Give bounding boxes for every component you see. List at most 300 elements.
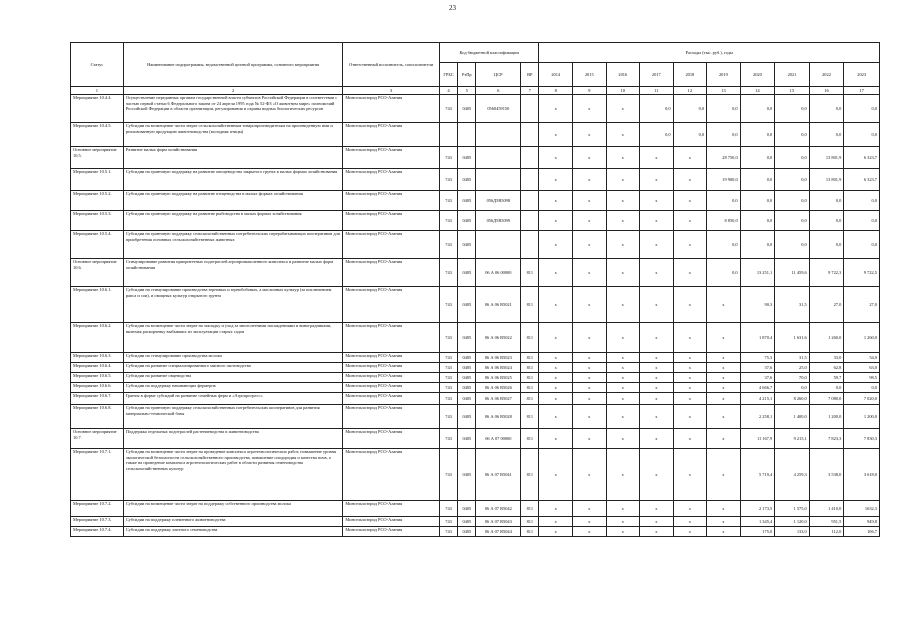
row-expense-value: 133,0 (775, 527, 810, 537)
row-rzpr: 0405 (458, 147, 476, 169)
row-expense-value: х (572, 449, 606, 501)
row-name: Субсидии на возмещение части затрат на поддержку собственного производства молока (123, 501, 343, 517)
row-expense-value: 0,0 (640, 123, 674, 147)
column-number: 1 (71, 87, 124, 95)
row-expense-value: х (572, 517, 606, 527)
row-vr: 811 (521, 429, 539, 449)
row-expense-value: х (539, 353, 573, 363)
row-expense-value: 0,0 (809, 383, 844, 393)
row-csr (476, 147, 521, 169)
row-csr: 06 А 07 R5044 (476, 527, 521, 537)
row-expense-value: 9 215,1 (775, 429, 810, 449)
row-executor: Минсельхозпрод РСО-Алания (343, 191, 440, 211)
row-executor: Минсельхозпрод РСО-Алания (343, 95, 440, 123)
row-grbs: 743 (439, 147, 457, 169)
row-grbs: 743 (439, 383, 457, 393)
row-expense-value: х (606, 211, 640, 231)
row-expense-value: х (539, 287, 573, 323)
row-expense-value: 0,0 (707, 123, 741, 147)
row-expense-value: 4 215,1 (740, 393, 775, 405)
row-expense-value: 7 830,3 (844, 429, 880, 449)
row-expense-value: 54,0 (844, 353, 880, 363)
row-rzpr: 0405 (458, 405, 476, 429)
row-expense-value: 0,0 (844, 231, 880, 259)
row-expense-value: 1632,3 (844, 501, 880, 517)
table-row (71, 373, 880, 383)
row-expense-value: х (539, 517, 573, 527)
row-status: Мероприятие 10.6.8. (71, 405, 124, 429)
row-rzpr (458, 123, 476, 147)
row-expense-value: х (640, 259, 674, 287)
row-csr: 06 А 06 R5021 (476, 287, 521, 323)
row-grbs: 743 (439, 323, 457, 353)
row-expense-value: 25,0 (775, 363, 810, 373)
row-expense-value: х (572, 123, 606, 147)
row-rzpr: 0405 (458, 363, 476, 373)
row-csr: 06 А 06 R5023 (476, 353, 521, 363)
row-expense-value: х (673, 191, 707, 211)
row-expense-value: 31,5 (775, 287, 810, 323)
row-expense-value: 112,0 (809, 527, 844, 537)
row-grbs: 743 (439, 169, 457, 191)
row-executor: Минсельхозпрод РСО-Алания (343, 169, 440, 191)
row-grbs: 743 (439, 517, 457, 527)
row-expense-value: х (572, 147, 606, 169)
row-grbs: 743 (439, 373, 457, 383)
row-status: Мероприятие 10.6.5. (71, 373, 124, 383)
row-expense-value: х (640, 363, 674, 373)
header-executor: Ответственный исполнитель, соисполнители (343, 43, 440, 87)
row-executor: Минсельхозпрод РСО-Алания (343, 393, 440, 405)
row-executor: Минсельхозпрод РСО-Алания (343, 353, 440, 363)
row-expense-value: х (673, 231, 707, 259)
row-executor: Минсельхозпрод РСО-Алания (343, 123, 440, 147)
row-expense-value: х (640, 527, 674, 537)
row-rzpr: 0405 (458, 383, 476, 393)
row-expense-value: х (640, 501, 674, 517)
row-expense-value: х (539, 393, 573, 405)
row-expense-value: х (539, 373, 573, 383)
row-rzpr: 0405 (458, 517, 476, 527)
row-expense-value: х (640, 211, 674, 231)
row-expense-value: 13 251,1 (740, 259, 775, 287)
row-rzpr: 0405 (458, 287, 476, 323)
row-expense-value: 0,0 (775, 231, 810, 259)
row-grbs: 743 (439, 259, 457, 287)
row-expense-value: 0,0 (707, 95, 741, 123)
row-expense-value: 1 200,0 (844, 405, 880, 429)
row-expense-value: х (572, 363, 606, 373)
row-csr: 06 А 07 R5041 (476, 449, 521, 501)
row-expense-value: х (640, 169, 674, 191)
row-expense-value: х (606, 323, 640, 353)
row-name: Стимулирование развития приоритетных подотраслей агропромышленного комплекса и развитие малых форм хозяйствования (123, 259, 343, 287)
row-expense-value: 7 080,0 (809, 393, 844, 405)
row-expense-value: х (606, 383, 640, 393)
row-expense-value: х (673, 405, 707, 429)
column-number: 3 (343, 87, 440, 95)
expenses-table (70, 42, 880, 537)
row-expense-value: 19 900,0 (707, 169, 741, 191)
row-expense-value: х (539, 191, 573, 211)
row-csr: 06 А 06 R5028 (476, 405, 521, 429)
row-expense-value: 7 823,3 (809, 429, 844, 449)
row-status: Мероприятие 10.5.2. (71, 191, 124, 211)
row-expense-value: х (606, 363, 640, 373)
row-name: Субсидии на развитие овцеводства (123, 373, 343, 383)
row-rzpr: 0405 (458, 449, 476, 501)
row-expense-value: х (606, 449, 640, 501)
header-year: 2019 (707, 63, 741, 87)
column-number: 14 (740, 87, 775, 95)
row-csr: 06 А 06 R5025 (476, 373, 521, 383)
row-name: Осуществление переданных органам государственной власти субъектов Российской Федерации в соответствии с частью первой статьи 6 Федерального закона от 24 апреля 1995 года № 52-ФЗ «О животном мире» полномочий Российской Федерации в области организации, регулирования и охраны водных биологических ресурсов (123, 95, 343, 123)
row-vr (521, 169, 539, 191)
row-expense-value: х (640, 429, 674, 449)
row-rzpr: 0405 (458, 429, 476, 449)
column-number: 17 (844, 87, 880, 95)
row-expense-value: 0,0 (844, 191, 880, 211)
row-executor: Минсельхозпрод РСО-Алания (343, 429, 440, 449)
row-expense-value: х (539, 231, 573, 259)
row-expense-value: х (673, 429, 707, 449)
row-expense-value: 0,0 (809, 123, 844, 147)
row-vr: 811 (521, 527, 539, 537)
row-expense-value: х (640, 373, 674, 383)
row-expense-value: х (640, 449, 674, 501)
row-expense-value: х (572, 323, 606, 353)
row-expense-value: 13 801,9 (809, 147, 844, 169)
column-number: 9 (572, 87, 606, 95)
row-vr (521, 95, 539, 123)
row-name: Субсидии на грантовую поддержку сельскохозяйственных потребительских кооперативов для развития материально-технической базы (123, 405, 343, 429)
row-status: Основное мероприятие 10.6. (71, 259, 124, 287)
row-name: Субсидии на возмещение части затрат сельскохозяйственным товаропроизводителям на произведенную ими и реализованную продукцию животноводства (молодняк птицы) (123, 123, 343, 147)
row-expense-value: х (606, 405, 640, 429)
row-expense-value: х (606, 353, 640, 363)
row-expense-value: х (640, 287, 674, 323)
table-row (71, 517, 880, 527)
row-csr: 056Д5R5099 (476, 211, 521, 231)
header-code: ГРБС (439, 63, 457, 87)
row-expense-value: х (673, 353, 707, 363)
row-expense-value: х (572, 259, 606, 287)
row-expense-value: 0,0 (809, 231, 844, 259)
row-expense-value: х (606, 95, 640, 123)
header-budget-code: Код бюджетной классификации (439, 43, 539, 63)
row-expense-value: х (707, 501, 741, 517)
row-expense-value: х (673, 383, 707, 393)
table-row (71, 353, 880, 363)
row-expense-value: 4 666,7 (740, 383, 775, 393)
row-expense-value: х (606, 527, 640, 537)
row-name: Субсидии на поддержку элитного семеноводства (123, 527, 343, 537)
row-expense-value: 2 173,5 (740, 501, 775, 517)
row-expense-value: х (606, 123, 640, 147)
row-status: Мероприятие 10.7.1. (71, 449, 124, 501)
row-expense-value: х (673, 449, 707, 501)
row-grbs: 743 (439, 405, 457, 429)
row-expense-value: 62,8 (809, 363, 844, 373)
row-status: Мероприятие 10.7.4. (71, 527, 124, 537)
row-expense-value: 0,0 (775, 147, 810, 169)
page-number: 23 (449, 4, 456, 12)
row-expense-value: 1 120,0 (775, 517, 810, 527)
row-expense-value: 0,0 (809, 95, 844, 123)
row-expense-value: 9 722,5 (844, 259, 880, 287)
row-expense-value: х (606, 429, 640, 449)
row-status: Мероприятие 10.6.1. (71, 287, 124, 323)
row-expense-value: х (572, 231, 606, 259)
row-expense-value: х (707, 363, 741, 373)
row-expense-value: х (707, 353, 741, 363)
column-number: 12 (673, 87, 707, 95)
row-expense-value: 33,0 (809, 353, 844, 363)
row-expense-value: х (640, 405, 674, 429)
row-expense-value: х (673, 501, 707, 517)
row-expense-value: 75,3 (740, 353, 775, 363)
table-row (71, 259, 880, 287)
row-expense-value: х (606, 517, 640, 527)
row-name: Субсидии на развитие специализированного мясного скотоводства (123, 363, 343, 373)
row-expense-value: х (539, 147, 573, 169)
row-expense-value: 3 618,0 (844, 449, 880, 501)
row-name: Субсидии на грантовую поддержку сельскохозяйственных потребительских перерабатывающих кооперативов для приобретения основных сельскохозяйственных животных (123, 231, 343, 259)
row-expense-value: х (640, 517, 674, 527)
table-row (71, 323, 880, 353)
column-number: 8 (539, 87, 573, 95)
header-year: 2016 (606, 63, 640, 87)
row-expense-value: х (640, 353, 674, 363)
table-row (71, 393, 880, 405)
row-expense-value: 951,5 (809, 517, 844, 527)
row-expense-value: 0,0 (673, 95, 707, 123)
row-expense-value: 1 260,0 (809, 323, 844, 353)
row-name: Субсидии на грантовую поддержку на развитие овощеводства закрытого грунта в малых формах хозяйствования (123, 169, 343, 191)
row-expense-value: х (673, 517, 707, 527)
row-csr (476, 231, 521, 259)
row-name: Поддержка отдельных подотраслей растениеводства и животноводства (123, 429, 343, 449)
row-expense-value: х (539, 211, 573, 231)
row-expense-value: х (572, 405, 606, 429)
table-row (71, 147, 880, 169)
row-status: Мероприятие 10.5.3. (71, 211, 124, 231)
row-expense-value: 9 722,3 (809, 259, 844, 287)
column-number: 16 (809, 87, 844, 95)
row-expense-value: 37,6 (740, 373, 775, 383)
row-expense-value: х (640, 147, 674, 169)
row-expense-value: х (539, 363, 573, 373)
row-expense-value: х (572, 353, 606, 363)
row-vr (521, 147, 539, 169)
row-expense-value: х (707, 527, 741, 537)
row-expense-value: х (539, 323, 573, 353)
row-name: Гранты в форме субсидий на развитие семейных ферм и «Агропрогресс» (123, 393, 343, 405)
row-expense-value: 0,0 (775, 95, 810, 123)
row-expense-value: 63,0 (844, 363, 880, 373)
row-rzpr: 0405 (458, 169, 476, 191)
row-expense-value: 0,0 (740, 123, 775, 147)
row-rzpr: 0405 (458, 95, 476, 123)
row-vr: 811 (521, 287, 539, 323)
row-status: Основное мероприятие 10.5. (71, 147, 124, 169)
row-rzpr: 0405 (458, 527, 476, 537)
row-expense-value: 1 575,0 (775, 501, 810, 517)
row-executor: Минсельхозпрод РСО-Алания (343, 287, 440, 323)
row-expense-value: 0,0 (707, 231, 741, 259)
row-grbs: 743 (439, 353, 457, 363)
header-year: 2014 (539, 63, 573, 87)
header-code: РзПр (458, 63, 476, 87)
row-expense-value: 27,0 (844, 287, 880, 323)
table-row (71, 405, 880, 429)
row-executor: Минсельхозпрод РСО-Алания (343, 501, 440, 517)
row-expense-value: х (539, 501, 573, 517)
column-number: 13 (707, 87, 741, 95)
row-expense-value: 3 538,0 (809, 449, 844, 501)
table-row (71, 287, 880, 323)
row-expense-value: х (640, 191, 674, 211)
row-rzpr: 0405 (458, 259, 476, 287)
row-expense-value: х (673, 169, 707, 191)
row-expense-value: 6 323,7 (844, 147, 880, 169)
row-vr: 811 (521, 383, 539, 393)
row-expense-value: 13 801,9 (809, 169, 844, 191)
row-expense-value: х (640, 393, 674, 405)
row-expense-value: 1 260,0 (844, 323, 880, 353)
row-expense-value: х (707, 393, 741, 405)
row-grbs: 743 (439, 501, 457, 517)
row-expense-value: х (640, 323, 674, 353)
row-status: Мероприятие 10.5.1. (71, 169, 124, 191)
table-header (71, 43, 880, 95)
row-expense-value: х (606, 287, 640, 323)
row-expense-value: 0,0 (740, 191, 775, 211)
row-expense-value: х (673, 259, 707, 287)
row-expense-value: х (572, 373, 606, 383)
row-vr: 811 (521, 323, 539, 353)
row-rzpr: 0405 (458, 393, 476, 405)
row-vr: 811 (521, 393, 539, 405)
row-expense-value: х (606, 373, 640, 383)
row-expense-value: 0,0 (844, 123, 880, 147)
row-status: Мероприятие 10.6.6. (71, 383, 124, 393)
header-year: 2015 (572, 63, 606, 87)
column-number: 15 (775, 87, 810, 95)
row-executor: Минсельхозпрод РСО-Алания (343, 373, 440, 383)
header-code: ВР (521, 63, 539, 87)
row-csr: 06 А 07 R5042 (476, 501, 521, 517)
row-status: Мероприятие 10.6.4. (71, 363, 124, 373)
row-expense-value: 175,0 (740, 527, 775, 537)
row-grbs: 743 (439, 363, 457, 373)
row-executor: Минсельхозпрод РСО-Алания (343, 383, 440, 393)
row-csr: 06 А 06 R5027 (476, 393, 521, 405)
row-expense-value: х (572, 501, 606, 517)
row-expense-value: х (539, 259, 573, 287)
table-row (71, 231, 880, 259)
row-expense-value: 59,7 (809, 373, 844, 383)
row-expense-value: 11 167,9 (740, 429, 775, 449)
header-status: Статус (71, 43, 124, 87)
row-rzpr: 0405 (458, 211, 476, 231)
row-expense-value: х (572, 527, 606, 537)
row-rzpr: 0405 (458, 373, 476, 383)
row-expense-value: х (640, 231, 674, 259)
table-row (71, 95, 880, 123)
row-expense-value: 1 345,4 (740, 517, 775, 527)
row-status: Мероприятие 10.4.4. (71, 95, 124, 123)
row-rzpr: 0405 (458, 323, 476, 353)
column-number: 6 (476, 87, 521, 95)
row-name: Субсидии на стимулирование производства молока (123, 353, 343, 363)
row-expense-value: х (707, 429, 741, 449)
row-expense-value: х (539, 449, 573, 501)
header-name: Наименование подпрограммы, ведомственной целевой программы, основного мероприятия (123, 43, 343, 87)
row-executor: Минсельхозпрод РСО-Алания (343, 449, 440, 501)
row-executor: Минсельхозпрод РСО-Алания (343, 147, 440, 169)
row-vr: 811 (521, 405, 539, 429)
row-expense-value: 0,0 (775, 123, 810, 147)
row-grbs: 743 (439, 527, 457, 537)
row-expense-value: х (539, 123, 573, 147)
row-expense-value: х (606, 393, 640, 405)
row-expense-value: х (707, 323, 741, 353)
column-number: 4 (439, 87, 457, 95)
row-csr: 06 А 06 R5022 (476, 323, 521, 353)
row-expense-value: х (673, 211, 707, 231)
row-grbs: 743 (439, 429, 457, 449)
row-vr: 811 (521, 353, 539, 363)
row-name: Субсидии на грантовую поддержку на развитие птицеводства в малых формах хозяйствования (123, 191, 343, 211)
row-expense-value: 98,5 (844, 373, 880, 383)
row-expense-value: 2 258,1 (740, 405, 775, 429)
row-expense-value: 31,5 (775, 353, 810, 363)
row-vr (521, 231, 539, 259)
row-expense-value: 0,0 (809, 191, 844, 211)
row-expense-value: х (572, 383, 606, 393)
table-row (71, 383, 880, 393)
row-expense-value: 90,3 (740, 287, 775, 323)
row-expense-value: х (673, 363, 707, 373)
row-status: Мероприятие 10.6.3. (71, 353, 124, 363)
table-row (71, 363, 880, 373)
row-expense-value: 11 459,6 (775, 259, 810, 287)
row-executor: Минсельхозпрод РСО-Алания (343, 231, 440, 259)
row-vr: 811 (521, 517, 539, 527)
row-rzpr: 0405 (458, 353, 476, 363)
row-expense-value: 0,0 (640, 95, 674, 123)
row-status: Мероприятие 10.6.2. (71, 323, 124, 353)
row-name: Субсидии на возмещение части затрат на проведение комплекса агротехнологических работ, повышение уровня экологической безопасности сельскохозяйственного производства, повышение плодородия и качества почв, а также на проведение комплекса агротехнологических работ в области развития семеноводства сельскохозяйственных культур (123, 449, 343, 501)
row-csr: 06 А 07 00000 (476, 429, 521, 449)
row-grbs: 743 (439, 231, 457, 259)
row-expense-value: х (707, 405, 741, 429)
row-csr: 06 А 06 00000 (476, 259, 521, 287)
row-expense-value: 0,0 (707, 259, 741, 287)
row-name: Субсидии на поддержку племенного животноводства (123, 517, 343, 527)
row-expense-value: 1 631,6 (775, 323, 810, 353)
row-csr: 06 А 07 R5043 (476, 517, 521, 527)
header-year: 2023 (844, 63, 880, 87)
row-expense-value: 106,7 (844, 527, 880, 537)
row-vr: 811 (521, 373, 539, 383)
row-executor: Минсельхозпрод РСО-Алания (343, 405, 440, 429)
row-expense-value: х (606, 259, 640, 287)
column-number: 10 (606, 87, 640, 95)
row-expense-value: 0,0 (844, 211, 880, 231)
row-expense-value: 949,8 (844, 517, 880, 527)
